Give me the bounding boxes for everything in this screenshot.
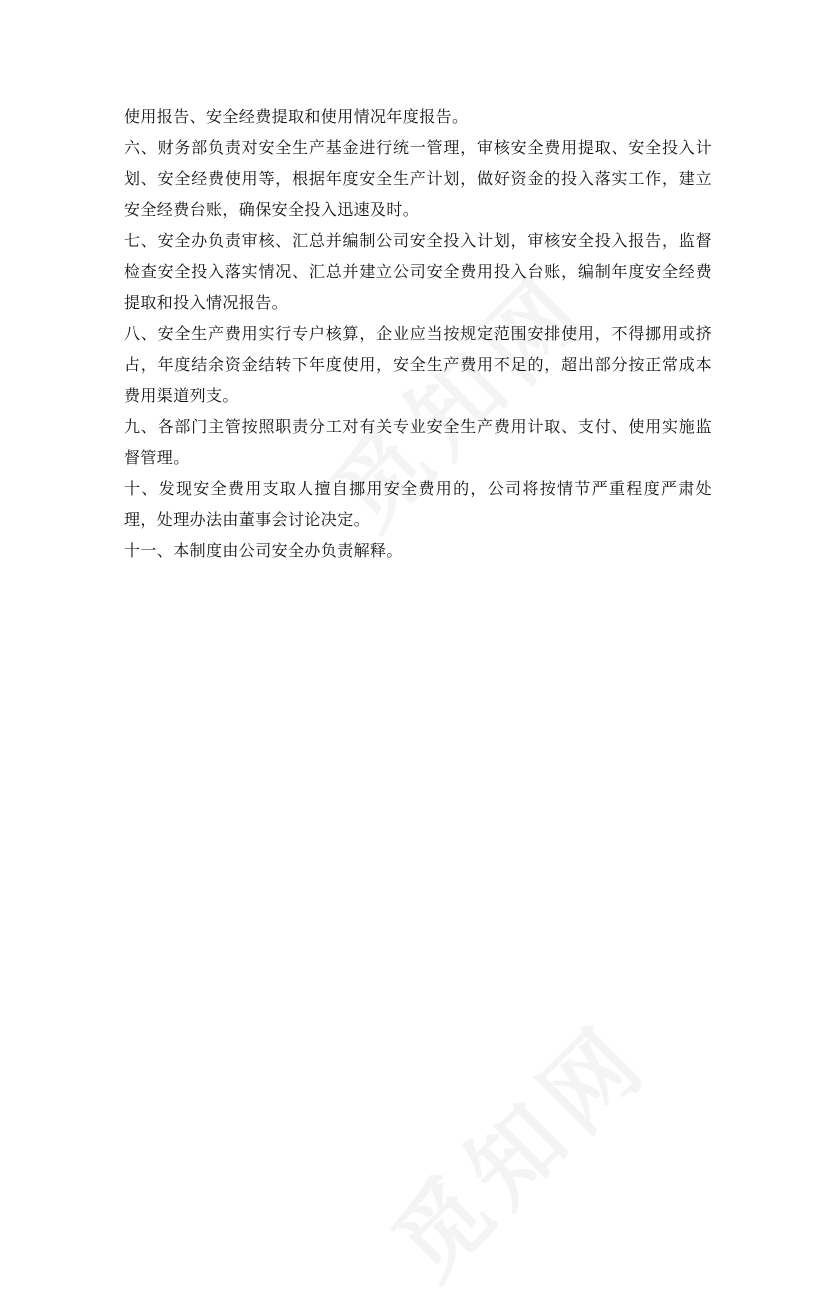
paragraph-dept-supervisors: 九、各部门主管按照职责分工对有关专业安全生产费用计取、支付、使用实施监督管理。	[124, 417, 712, 467]
paragraph-interpretation: 十一、本制度由公司安全办负责解释。	[124, 541, 403, 560]
paragraph-report-continuation: 使用报告、安全经费提取和使用情况年度报告。	[124, 107, 469, 126]
watermark-logo	[359, 989, 673, 1303]
paragraph-finance-dept: 六、财务部负责对安全生产基金进行统一管理，审核安全费用提取、安全投入计划、安全经费使用等，根据年度安全生产计划，做好资金的投入落实工作，建立安全经费台账，确保安全投入迅速及时。	[124, 138, 712, 219]
paragraph-special-account: 八、安全生产费用实行专户核算，企业应当按规定范围安排使用，不得挪用或挤占，年度结余资金结转下年度使用，安全生产费用不足的，超出部分按正常成本费用渠道列支。	[124, 324, 712, 405]
document-body	[124, 101, 712, 566]
paragraph-misuse-penalty: 十、发现安全费用支取人擅自挪用安全费用的，公司将按情节严重程度严肃处理，处理办法由董事会讨论决定。	[124, 479, 712, 529]
paragraph-safety-office: 七、安全办负责审核、汇总并编制公司安全投入计划，审核安全投入报告，监督检查安全投入落实情况、汇总并建立公司安全费用投入台账，编制年度安全经费提取和投入情况报告。	[124, 231, 712, 312]
